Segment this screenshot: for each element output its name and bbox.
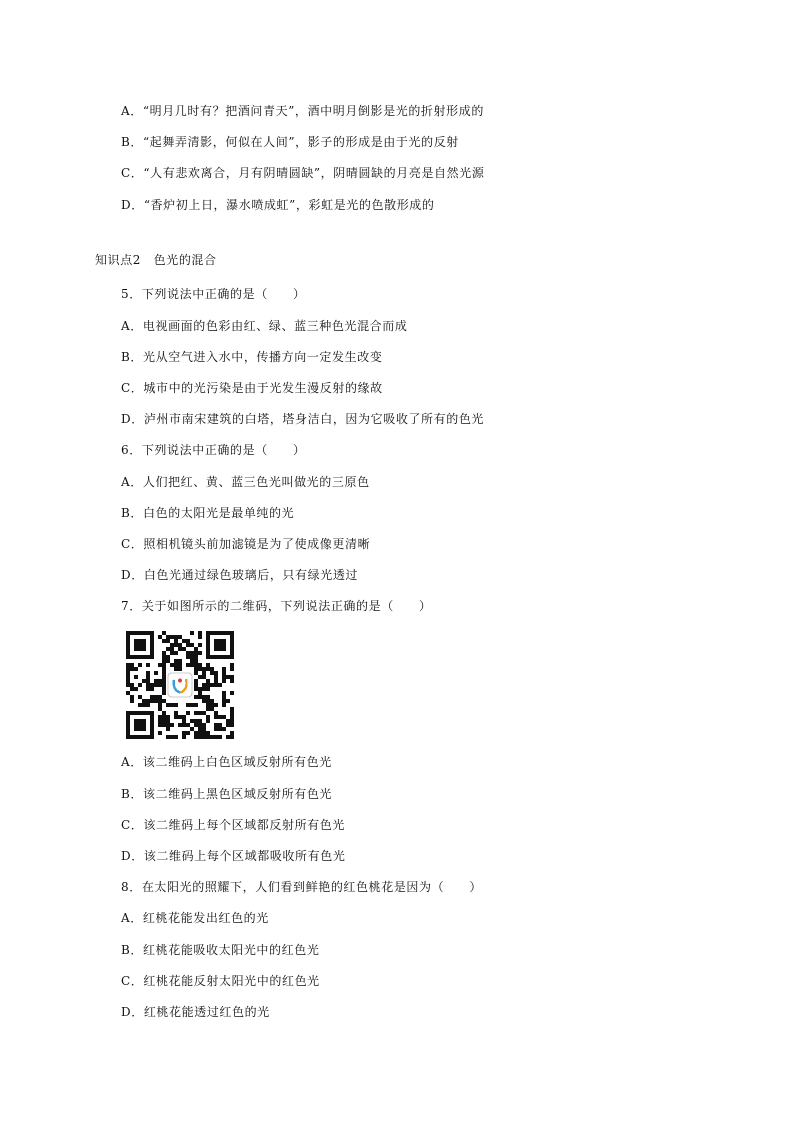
q5-option-c: C．城市中的光污染是由于光发生漫反射的缘故 — [121, 381, 383, 395]
q8-option-c: C．红桃花能反射太阳光中的红色光 — [121, 974, 320, 988]
q6-option-c: C．照相机镜头前加滤镜是为了使成像更清晰 — [121, 537, 371, 551]
section-heading: 知识点2 色光的混合 — [95, 253, 217, 267]
qr-code-image — [126, 631, 234, 739]
q8-option-b: B．红桃花能吸收太阳光中的红色光 — [121, 943, 320, 957]
q6-option-d: D．白色光通过绿色玻璃后，只有绿光透过 — [121, 568, 359, 582]
q7-option-b: B．该二维码上黑色区域反射所有色光 — [121, 787, 333, 801]
prev-question-option-b: B．“起舞弄清影，何似在人间”，影子的形成是由于光的反射 — [121, 135, 459, 149]
q8-option-d: D．红桃花能透过红色的光 — [121, 1005, 270, 1019]
q6-stem: 6．下列说法中正确的是（ ） — [121, 443, 306, 457]
q8-stem: 8．在太阳光的照耀下，人们看到鲜艳的红色桃花是因为（ ） — [121, 880, 483, 894]
q6-option-b: B．白色的太阳光是最单纯的光 — [121, 506, 295, 520]
q7-option-c: C．该二维码上每个区域都反射所有色光 — [121, 818, 345, 832]
prev-question-option-c: C．“人有悲欢离合，月有阴晴圆缺”，阴晴圆缺的月亮是自然光源 — [121, 166, 485, 180]
q5-stem: 5．下列说法中正确的是（ ） — [121, 287, 306, 301]
q5-option-d: D．泸州市南宋建筑的白塔，塔身洁白，因为它吸收了所有的色光 — [121, 412, 485, 426]
q5-option-a: A．电视画面的色彩由红、绿、蓝三种色光混合而成 — [121, 319, 408, 333]
q7-option-a: A．该二维码上白色区域反射所有色光 — [121, 755, 332, 769]
q7-stem: 7．关于如图所示的二维码，下列说法正确的是（ ） — [121, 599, 432, 613]
prev-question-option-d: D．“香炉初上日，瀑水喷成虹”，彩虹是光的色散形成的 — [121, 198, 435, 212]
q6-option-a: A．人们把红、黄、蓝三色光叫做光的三原色 — [121, 475, 370, 489]
q7-option-d: D．该二维码上每个区域都吸收所有色光 — [121, 849, 346, 863]
q8-option-a: A．红桃花能发出红色的光 — [121, 911, 269, 925]
prev-question-option-a: A．“明月几时有？把酒问青天”，酒中明月倒影是光的折射形成的 — [121, 104, 484, 118]
q5-option-b: B．光从空气进入水中，传播方向一定发生改变 — [121, 350, 383, 364]
